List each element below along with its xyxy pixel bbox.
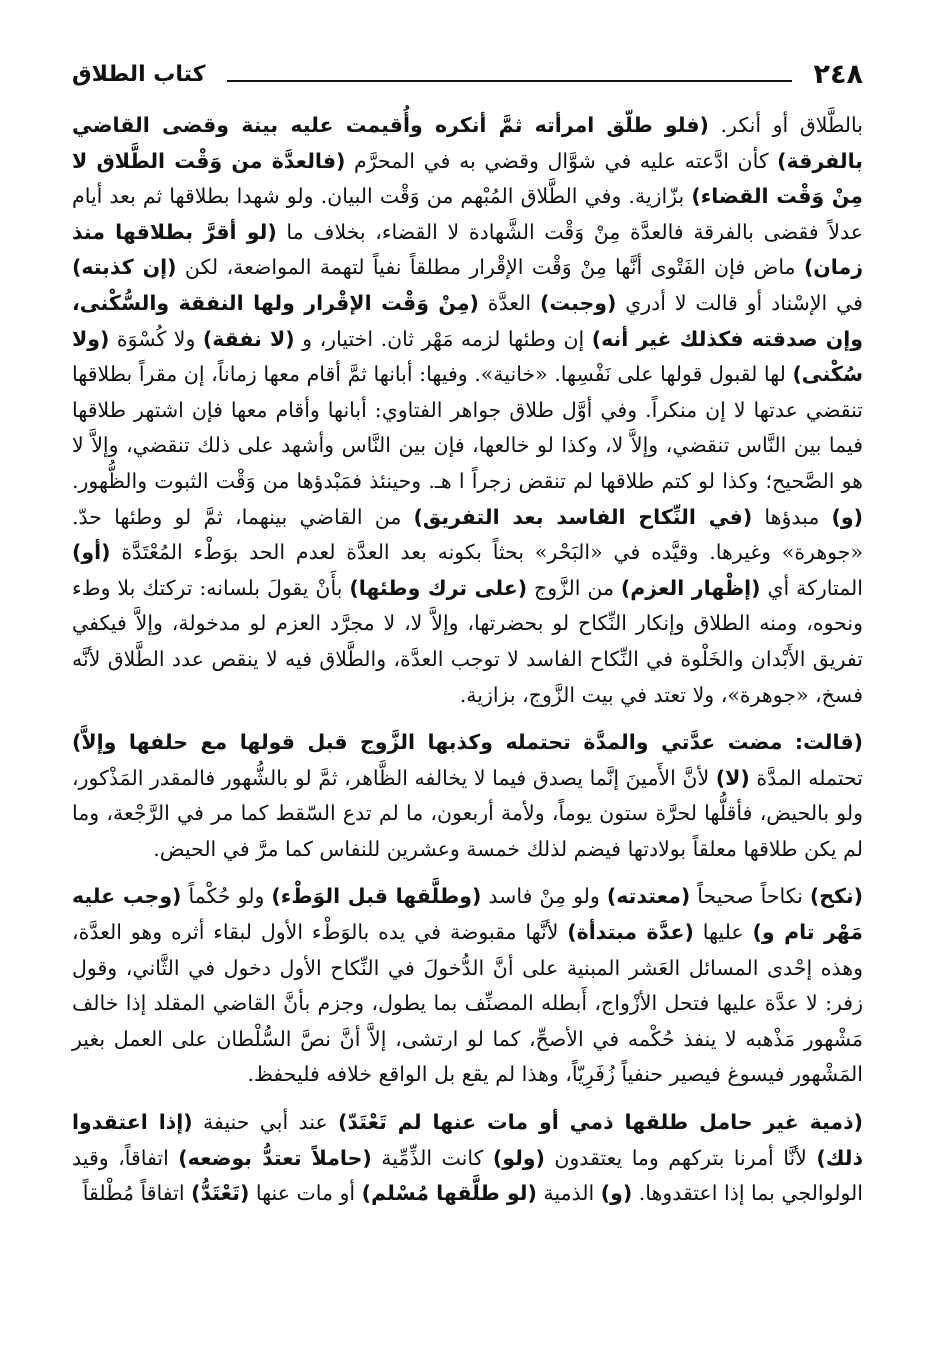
matn-text: (على ترك وطئها) bbox=[349, 575, 528, 600]
commentary-text: العدَّة bbox=[478, 290, 540, 315]
matn-text: (عدَّة مبتدأة) bbox=[567, 920, 694, 945]
matn-text: (و) bbox=[831, 504, 863, 529]
commentary-text: في الإسْناد أو قالت لا أدري bbox=[616, 290, 863, 315]
commentary-text: لأنَّا أمرنا بتركهم وما يعتقدون bbox=[544, 1145, 817, 1170]
commentary-text: ولو مِنْ فاسد bbox=[481, 884, 607, 909]
paragraph bbox=[72, 108, 863, 713]
paragraph bbox=[72, 879, 863, 1093]
matn-text: (و) bbox=[600, 1181, 633, 1206]
matn-text: (لو أقرَّ بطلاقها منذ زمان) bbox=[72, 219, 863, 280]
book-title: كتاب الطلاق bbox=[72, 61, 206, 87]
matn-text: (معتدته) bbox=[606, 884, 691, 909]
matn-text: (ولا سُكْنى) bbox=[72, 326, 863, 387]
matn-text: (وجبت) bbox=[540, 290, 617, 315]
commentary-text: عليها bbox=[693, 920, 753, 945]
commentary-text: ولو حُكْماً bbox=[181, 884, 272, 909]
header-rule bbox=[227, 80, 791, 82]
matn-text: (فلو طلّق امرأته ثمَّ أنكره وأُقيمت عليه بينة وقضى القاضي بالفرقة) bbox=[72, 113, 863, 173]
matn-text: (إظْهار العزم) bbox=[620, 575, 761, 600]
commentary-text: اتفاقاً مُطْلقاً bbox=[82, 1181, 192, 1206]
matn-text: (ولو) bbox=[492, 1145, 545, 1170]
commentary-text: تحتمله المدَّة bbox=[749, 765, 863, 790]
commentary-text: بأَنْ يقولَ بلسانه: تركتك بلا وطء ونحوه، ومنه الطلاق وإنكار النِّكاح لو بحضرتها، وإلاَّ لا، لا مجرَّد العزم لو مدخولة، وإلاَّ فيكفي تفريق الأَبْدان والخَلْوة في النِّكاح الفاسد لا توجب العدَّة، والطَّلاق فيه لا ينقص عدد الطَّلاق لأنَّه فسخ، «جوهرة»، ولا تعتد في بيت الزَّوج، بزازية. bbox=[72, 575, 863, 707]
matn-text: (لا نفقة) bbox=[202, 326, 295, 351]
commentary-text: مبدؤها bbox=[752, 504, 832, 529]
commentary-text: الذمية bbox=[536, 1181, 601, 1206]
page-number: ٢٤٨ bbox=[813, 58, 863, 90]
matn-text: (ذمية غير حامل طلقها ذمي أو مات عنها لم تَعْتَدّ) bbox=[338, 1110, 863, 1135]
matn-text: (قالت: مضت عدَّتي والمدَّة تحتمله وكذبها الزَّوج قبل قولها مع حلفها وإلاَّ) bbox=[72, 730, 863, 755]
matn-text: (وطلَّقها قبل الوَطْء) bbox=[271, 884, 482, 909]
body-text bbox=[72, 108, 863, 1212]
paragraph bbox=[72, 725, 863, 867]
matn-text: (إن كذبته) bbox=[72, 255, 177, 280]
matn-text: (وجب عليه مَهْر تام و) bbox=[72, 884, 863, 945]
commentary-text: إن وطئها لزمه مَهْر ثان. اختيار، و bbox=[294, 326, 592, 351]
page-header bbox=[72, 54, 863, 94]
commentary-text: عند أبي حنيفة bbox=[192, 1110, 338, 1135]
commentary-text: نكاحاً صحيحاً bbox=[690, 884, 810, 909]
commentary-text: المتاركة أي bbox=[760, 575, 863, 600]
commentary-text: لها لقبول قولها على نَفْسِها. «خانية». وفيها: أبانها ثمَّ أقام معها زماناً، إن مقراً بطلاقها تنقضي عدتها لا إن منكراً. وفي أوَّل طلاق جواهر الفتاوي: أبانها وأقام معها فإن اشتهر طلاقها فيما بين النَّاس تنقضي، وإلاَّ لا، وكذا لو خالعها، فإن بين النَّاس وأشهد على ذلك تنقضي، وإلاَّ لا هو الصَّحيح؛ وكذا لو كتم طلاقها لم تنقض زجراً ا هـ. وحينئذ فمَبْدؤها من وَقْت الثبوت والظُّهور. bbox=[72, 362, 863, 493]
commentary-text: لأنَّها مقبوضة في يده بالوَطْء الأول لبقاء أثره وهو العدَّة، وهذه إحْدى المسائل العَشر المبنية على أنَّ الدُّخولَ في النِّكاح الأول دخول في الثَّاني، وقول زفر: لا عدَّة عليها فتحل الأزْواج، أَبطله المصنِّف بما يطول، وجزم بأنَّ القاضي المقلد إذا خالف مَشْهور مَذْهبه لا ينفذ حُكْمه في الأصحِّ، كما لو ارتشى، إلاَّ أنَّ نصَّ السُّلْطان على العمل بغير المَشْهور فيسوغ فيصير حنفياً زُفَرِيّاً، وهذا لم يقع بل الواقع خلافه فليحفظ. bbox=[72, 920, 863, 1087]
matn-text: (تَعْتَدُّ) bbox=[191, 1181, 250, 1206]
commentary-text: كانت الذِّمِّية bbox=[371, 1145, 493, 1170]
matn-text: (لا) bbox=[715, 765, 750, 790]
matn-text: (نكح) bbox=[809, 884, 863, 909]
commentary-text: بالطَّلاق أو أنكر. bbox=[708, 113, 863, 137]
commentary-text: من القاضي بينهما، ثمَّ لو وطئها حدّ. «جوهرة» وغيرها. وقيَّده في «البَحْر» بحثاً بكونه بعد العدَّة لعدم الحد بوَطْء المُعْتَدَّة bbox=[72, 504, 863, 565]
commentary-text: ولا كُسْوَة bbox=[109, 326, 203, 351]
commentary-text: من الزَّوج bbox=[527, 575, 621, 600]
commentary-text: لأنَّ الأَمينَ إنَّما يصدق فيما لا يخالفه الظَّاهر، ثمَّ لو بالشُّهور فالمقدر المَذْكور، ولو بالحيض، فأقلُّها لحرَّة ستون يوماً، ولأمة أربعون، ما لم تدع السّقط كما مر في الرَّجْعة، وما لم يكن طلاقها معلقاً بولادتها فيضم لذلك خمسة وعشرين للنفاس كما مرَّ في الحيض. bbox=[72, 765, 863, 861]
commentary-text: أو مات عنها bbox=[249, 1181, 362, 1206]
matn-text: (أو) bbox=[72, 540, 111, 565]
paragraph bbox=[72, 1105, 863, 1212]
matn-text: (إذا اعتقدوا ذلك) bbox=[72, 1110, 864, 1170]
matn-text: (مِنْ وَقْت الإقْرار ولها النفقة والسُّكْنى، وإن صدقته فكذلك غير أنه) bbox=[72, 290, 863, 351]
commentary-text: ماض فإن الفَتْوى أنَّها مِنْ وَقْت الإقْرار مطلقاً نفياً لتهمة المواضعة، لكن bbox=[176, 255, 804, 280]
matn-text: (فالعدَّة من وَقْت الطَّلاق لا مِنْ وَقْت القضاء) bbox=[72, 148, 863, 209]
matn-text: (حاملاً تعتدُّ بوضعه) bbox=[178, 1145, 372, 1170]
commentary-text: بزّازية. وفي الطَّلاق المُبْهم من وَقْت البيان. ولو شهدا بطلاقها ثم بعد أيام عدلاً فقضى بالفرقة فالعدَّة مِنْ وَقْت الشَّهادة لا القضاء، بخلاف ما bbox=[72, 184, 863, 244]
commentary-text: اتفاقاً، وقيد الولوالجي بما إذا اعتقدوها. bbox=[72, 1145, 863, 1206]
commentary-text: كأن ادَّعته عليه في شوَّال وقضي به في المحرَّم bbox=[345, 148, 778, 173]
matn-text: (لو طلَّقها مُسْلم) bbox=[361, 1181, 537, 1206]
matn-text: (في النِّكاح الفاسد بعد التفريق) bbox=[413, 504, 753, 529]
